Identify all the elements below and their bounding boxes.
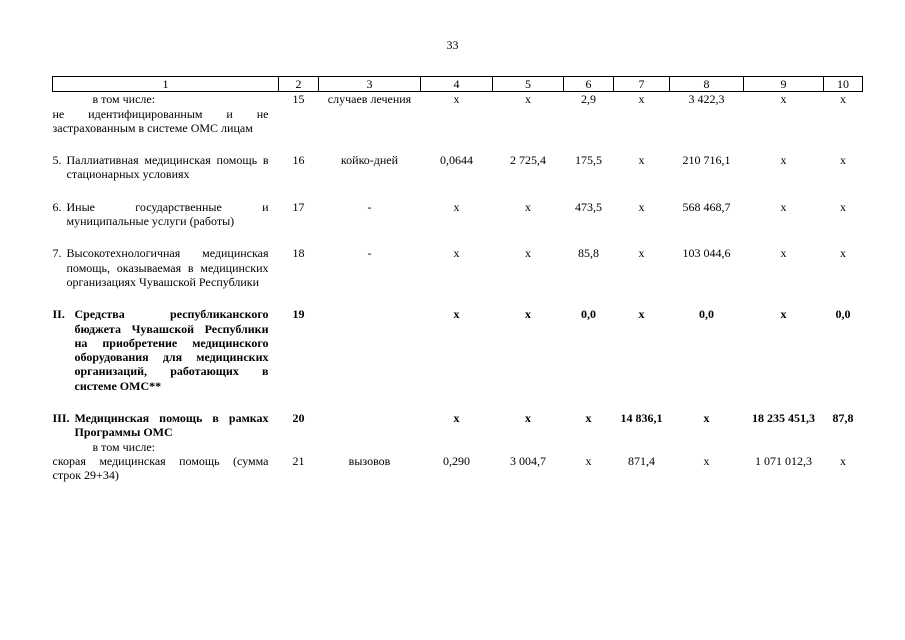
header-cell: 7 bbox=[614, 77, 670, 92]
cell-value: 18 bbox=[292, 246, 305, 261]
row-label-cell bbox=[53, 246, 279, 289]
cell-value: 103 044,6 bbox=[682, 246, 731, 261]
cell-value: 568 468,7 bbox=[682, 199, 731, 214]
table-cell-col-10 bbox=[824, 92, 863, 135]
table-cell-col-6 bbox=[564, 307, 614, 393]
header-cell: 4 bbox=[421, 77, 493, 92]
table-row bbox=[53, 92, 863, 135]
table-cell-col-7 bbox=[614, 153, 670, 182]
row-label: не идентифицированным и не застрахованным в системе ОМС лицам bbox=[52, 106, 269, 135]
header-cell: 8 bbox=[670, 77, 744, 92]
row-label-wrap bbox=[53, 153, 269, 182]
table-row bbox=[53, 411, 863, 440]
spacer-cell bbox=[53, 182, 863, 200]
table-cell-col-9 bbox=[744, 153, 824, 182]
cell-value: х bbox=[638, 92, 645, 107]
data-table bbox=[52, 76, 863, 483]
row-number: 6. bbox=[52, 199, 62, 214]
table-cell-col-2 bbox=[279, 246, 319, 289]
table-row bbox=[53, 246, 863, 289]
table-cell-col-5 bbox=[493, 307, 564, 393]
cell-value: х bbox=[453, 199, 460, 214]
table-cell-col-6 bbox=[564, 200, 614, 229]
cell-value: 18 235 451,3 bbox=[752, 411, 815, 426]
cell-value: вызовов bbox=[348, 453, 391, 468]
cell-value: х bbox=[525, 92, 531, 107]
cell-value: 19 bbox=[292, 307, 305, 322]
table-cell-col-9 bbox=[744, 411, 824, 440]
row-spacer bbox=[53, 228, 863, 246]
table-cell-col-9 bbox=[744, 246, 824, 289]
row-label-wrap bbox=[53, 411, 269, 440]
table-cell-col-10 bbox=[824, 200, 863, 229]
row-label-cell bbox=[53, 440, 279, 483]
row-label: скорая медицинская помощь (сумма строк 29+34) bbox=[52, 453, 269, 483]
table-cell-col-7 bbox=[614, 246, 670, 289]
cell-value: х bbox=[638, 307, 645, 322]
table-cell-col-4 bbox=[421, 440, 493, 483]
table-cell-col-10 bbox=[824, 153, 863, 182]
cell-value: 16 bbox=[292, 153, 305, 168]
table-cell-col-2 bbox=[279, 411, 319, 440]
table-body bbox=[53, 92, 863, 483]
row-label: Паллиативная медицинская помощь в стационарных условиях bbox=[66, 153, 269, 182]
table-cell-col-10 bbox=[824, 307, 863, 393]
table-cell-col-8 bbox=[670, 440, 744, 483]
row-label-cell bbox=[53, 200, 279, 229]
table-row bbox=[53, 200, 863, 229]
cell-value: 85,8 bbox=[578, 246, 599, 261]
cell-value: 20 bbox=[292, 411, 305, 426]
table-row bbox=[53, 153, 863, 182]
table-cell-col-4 bbox=[421, 153, 493, 182]
cell-value: х bbox=[840, 453, 846, 468]
row-label: Иные государственные и муниципальные услуги (работы) bbox=[66, 199, 269, 229]
row-prefix: в том числе: bbox=[92, 439, 156, 454]
row-label-wrap bbox=[53, 107, 269, 136]
table-row bbox=[53, 440, 863, 483]
table-cell-col-8 bbox=[670, 307, 744, 393]
table-cell-col-4 bbox=[421, 92, 493, 135]
cell-value: 0,0 bbox=[581, 307, 596, 322]
cell-value: х bbox=[840, 153, 846, 168]
cell-value: 87,8 bbox=[832, 411, 854, 426]
table-cell-col-8 bbox=[670, 411, 744, 440]
table-cell-col-2 bbox=[279, 200, 319, 229]
table-row bbox=[53, 307, 863, 393]
table-cell-col-5 bbox=[493, 246, 564, 289]
cell-value: х bbox=[638, 153, 645, 168]
table-cell-col-2 bbox=[279, 440, 319, 483]
row-number: 5. bbox=[52, 153, 62, 168]
cell-value: х bbox=[525, 199, 531, 214]
cell-value: 2 725,4 bbox=[510, 153, 546, 168]
table-cell-col-3 bbox=[319, 307, 421, 393]
cell-value: 15 bbox=[292, 92, 305, 107]
spacer-cell bbox=[53, 228, 863, 246]
spacer-cell bbox=[53, 135, 863, 153]
cell-value: х bbox=[780, 92, 787, 107]
cell-value: 21 bbox=[292, 453, 305, 468]
table-cell-col-6 bbox=[564, 92, 614, 135]
table-cell-col-6 bbox=[564, 440, 614, 483]
row-spacer bbox=[53, 289, 863, 307]
cell-value: 0,0 bbox=[835, 307, 851, 322]
cell-value: х bbox=[780, 246, 787, 261]
row-number: 7. bbox=[52, 246, 62, 261]
cell-value: х bbox=[585, 453, 592, 468]
table-cell-col-6 bbox=[564, 153, 614, 182]
table-cell-col-3 bbox=[319, 200, 421, 229]
page-number: 33 bbox=[446, 38, 459, 52]
row-spacer bbox=[53, 182, 863, 200]
table-cell-col-5 bbox=[493, 92, 564, 135]
table-cell-col-8 bbox=[670, 246, 744, 289]
table-cell-col-9 bbox=[744, 200, 824, 229]
table-cell-col-8 bbox=[670, 153, 744, 182]
table-cell-col-8 bbox=[670, 200, 744, 229]
row-label: Средства республиканского бюджета Чувашской Республики на приобретение медицинского оборудования для медицинских организаций, работающих в системе ОМС** bbox=[74, 307, 269, 393]
row-label-wrap bbox=[53, 200, 269, 229]
cell-value: койко-дней bbox=[340, 153, 399, 168]
table-cell-col-3 bbox=[319, 246, 421, 289]
spacer-cell bbox=[53, 393, 863, 411]
table-cell-col-10 bbox=[824, 440, 863, 483]
cell-value: х bbox=[638, 246, 645, 261]
header-cell: 10 bbox=[824, 77, 863, 92]
table-cell-col-4 bbox=[421, 200, 493, 229]
table-cell-col-3 bbox=[319, 411, 421, 440]
row-label-wrap bbox=[53, 246, 269, 289]
cell-value: 473,5 bbox=[575, 199, 602, 214]
cell-value: 1 071 012,3 bbox=[755, 453, 812, 468]
cell-value: х bbox=[638, 199, 645, 214]
table-cell-col-3 bbox=[319, 153, 421, 182]
cell-value: х bbox=[840, 246, 846, 261]
cell-value: х bbox=[525, 307, 531, 322]
cell-value: х bbox=[585, 411, 592, 426]
row-label-cell bbox=[53, 153, 279, 182]
table-cell-col-7 bbox=[614, 440, 670, 483]
cell-value: случаев лечения bbox=[327, 92, 412, 107]
row-number: II. bbox=[52, 307, 65, 322]
cell-value: х bbox=[453, 246, 460, 261]
cell-value: 2,9 bbox=[581, 92, 596, 107]
table-cell-col-5 bbox=[493, 411, 564, 440]
table-cell-col-4 bbox=[421, 246, 493, 289]
row-prefix: в том числе: bbox=[92, 92, 156, 107]
cell-value: х bbox=[525, 246, 531, 261]
header-cell: 2 bbox=[279, 77, 319, 92]
header-row bbox=[53, 77, 863, 92]
table-cell-col-5 bbox=[493, 153, 564, 182]
cell-value: 871,4 bbox=[628, 453, 655, 468]
cell-value: 14 836,1 bbox=[620, 411, 663, 426]
table-cell-col-2 bbox=[279, 307, 319, 393]
row-number: III. bbox=[52, 411, 70, 426]
row-label-cell bbox=[53, 307, 279, 393]
cell-value: 3 004,7 bbox=[510, 453, 546, 468]
cell-value: х bbox=[525, 411, 531, 426]
cell-value: х bbox=[840, 92, 846, 107]
cell-value: - bbox=[367, 199, 372, 214]
header-cell: 1 bbox=[53, 77, 279, 92]
cell-value: 3 422,3 bbox=[688, 92, 725, 107]
cell-value: х bbox=[703, 411, 710, 426]
table-cell-col-7 bbox=[614, 411, 670, 440]
cell-value: 17 bbox=[292, 199, 305, 214]
row-label-wrap bbox=[53, 307, 269, 393]
table-cell-col-7 bbox=[614, 92, 670, 135]
cell-value: - bbox=[367, 246, 372, 261]
header-cell: 6 bbox=[564, 77, 614, 92]
cell-value: 0,0644 bbox=[440, 153, 473, 168]
table-cell-col-5 bbox=[493, 200, 564, 229]
table-cell-col-10 bbox=[824, 411, 863, 440]
table-cell-col-6 bbox=[564, 411, 614, 440]
table-cell-col-9 bbox=[744, 307, 824, 393]
table-cell-col-5 bbox=[493, 440, 564, 483]
cell-value: х bbox=[453, 307, 460, 322]
cell-value: 175,5 bbox=[575, 153, 602, 168]
table-cell-col-9 bbox=[744, 92, 824, 135]
table-cell-col-8 bbox=[670, 92, 744, 135]
cell-value: х bbox=[453, 411, 460, 426]
row-label: Высокотехнологичная медицинская помощь, оказываемая в медицинских организациях Чувашской Республики bbox=[66, 246, 269, 289]
cell-value: 0,290 bbox=[443, 453, 470, 468]
cell-value: х bbox=[453, 92, 460, 107]
cell-value: х bbox=[780, 199, 787, 214]
table-cell-col-9 bbox=[744, 440, 824, 483]
header-cell: 5 bbox=[493, 77, 564, 92]
cell-value: 210 716,1 bbox=[682, 153, 731, 168]
table-cell-col-3 bbox=[319, 440, 421, 483]
row-label-cell bbox=[53, 92, 279, 135]
cell-value: 0,0 bbox=[699, 307, 714, 322]
table-cell-col-2 bbox=[279, 153, 319, 182]
row-spacer bbox=[53, 393, 863, 411]
table-cell-col-6 bbox=[564, 246, 614, 289]
row-label-cell bbox=[53, 411, 279, 440]
table-cell-col-4 bbox=[421, 411, 493, 440]
cell-value: х bbox=[780, 153, 787, 168]
header-cell: 3 bbox=[319, 77, 421, 92]
header-cell: 9 bbox=[744, 77, 824, 92]
table-cell-col-4 bbox=[421, 307, 493, 393]
row-label: Медицинская помощь в рамках Программы ОМС bbox=[74, 411, 269, 440]
table-cell-col-7 bbox=[614, 200, 670, 229]
table-cell-col-10 bbox=[824, 246, 863, 289]
cell-value: х bbox=[703, 453, 710, 468]
cell-value: х bbox=[840, 199, 846, 214]
table-cell-col-7 bbox=[614, 307, 670, 393]
table-cell-col-2 bbox=[279, 92, 319, 135]
table-cell-col-3 bbox=[319, 92, 421, 135]
row-label-wrap bbox=[53, 454, 269, 483]
spacer-cell bbox=[53, 289, 863, 307]
row-spacer bbox=[53, 135, 863, 153]
cell-value: х bbox=[780, 307, 787, 322]
